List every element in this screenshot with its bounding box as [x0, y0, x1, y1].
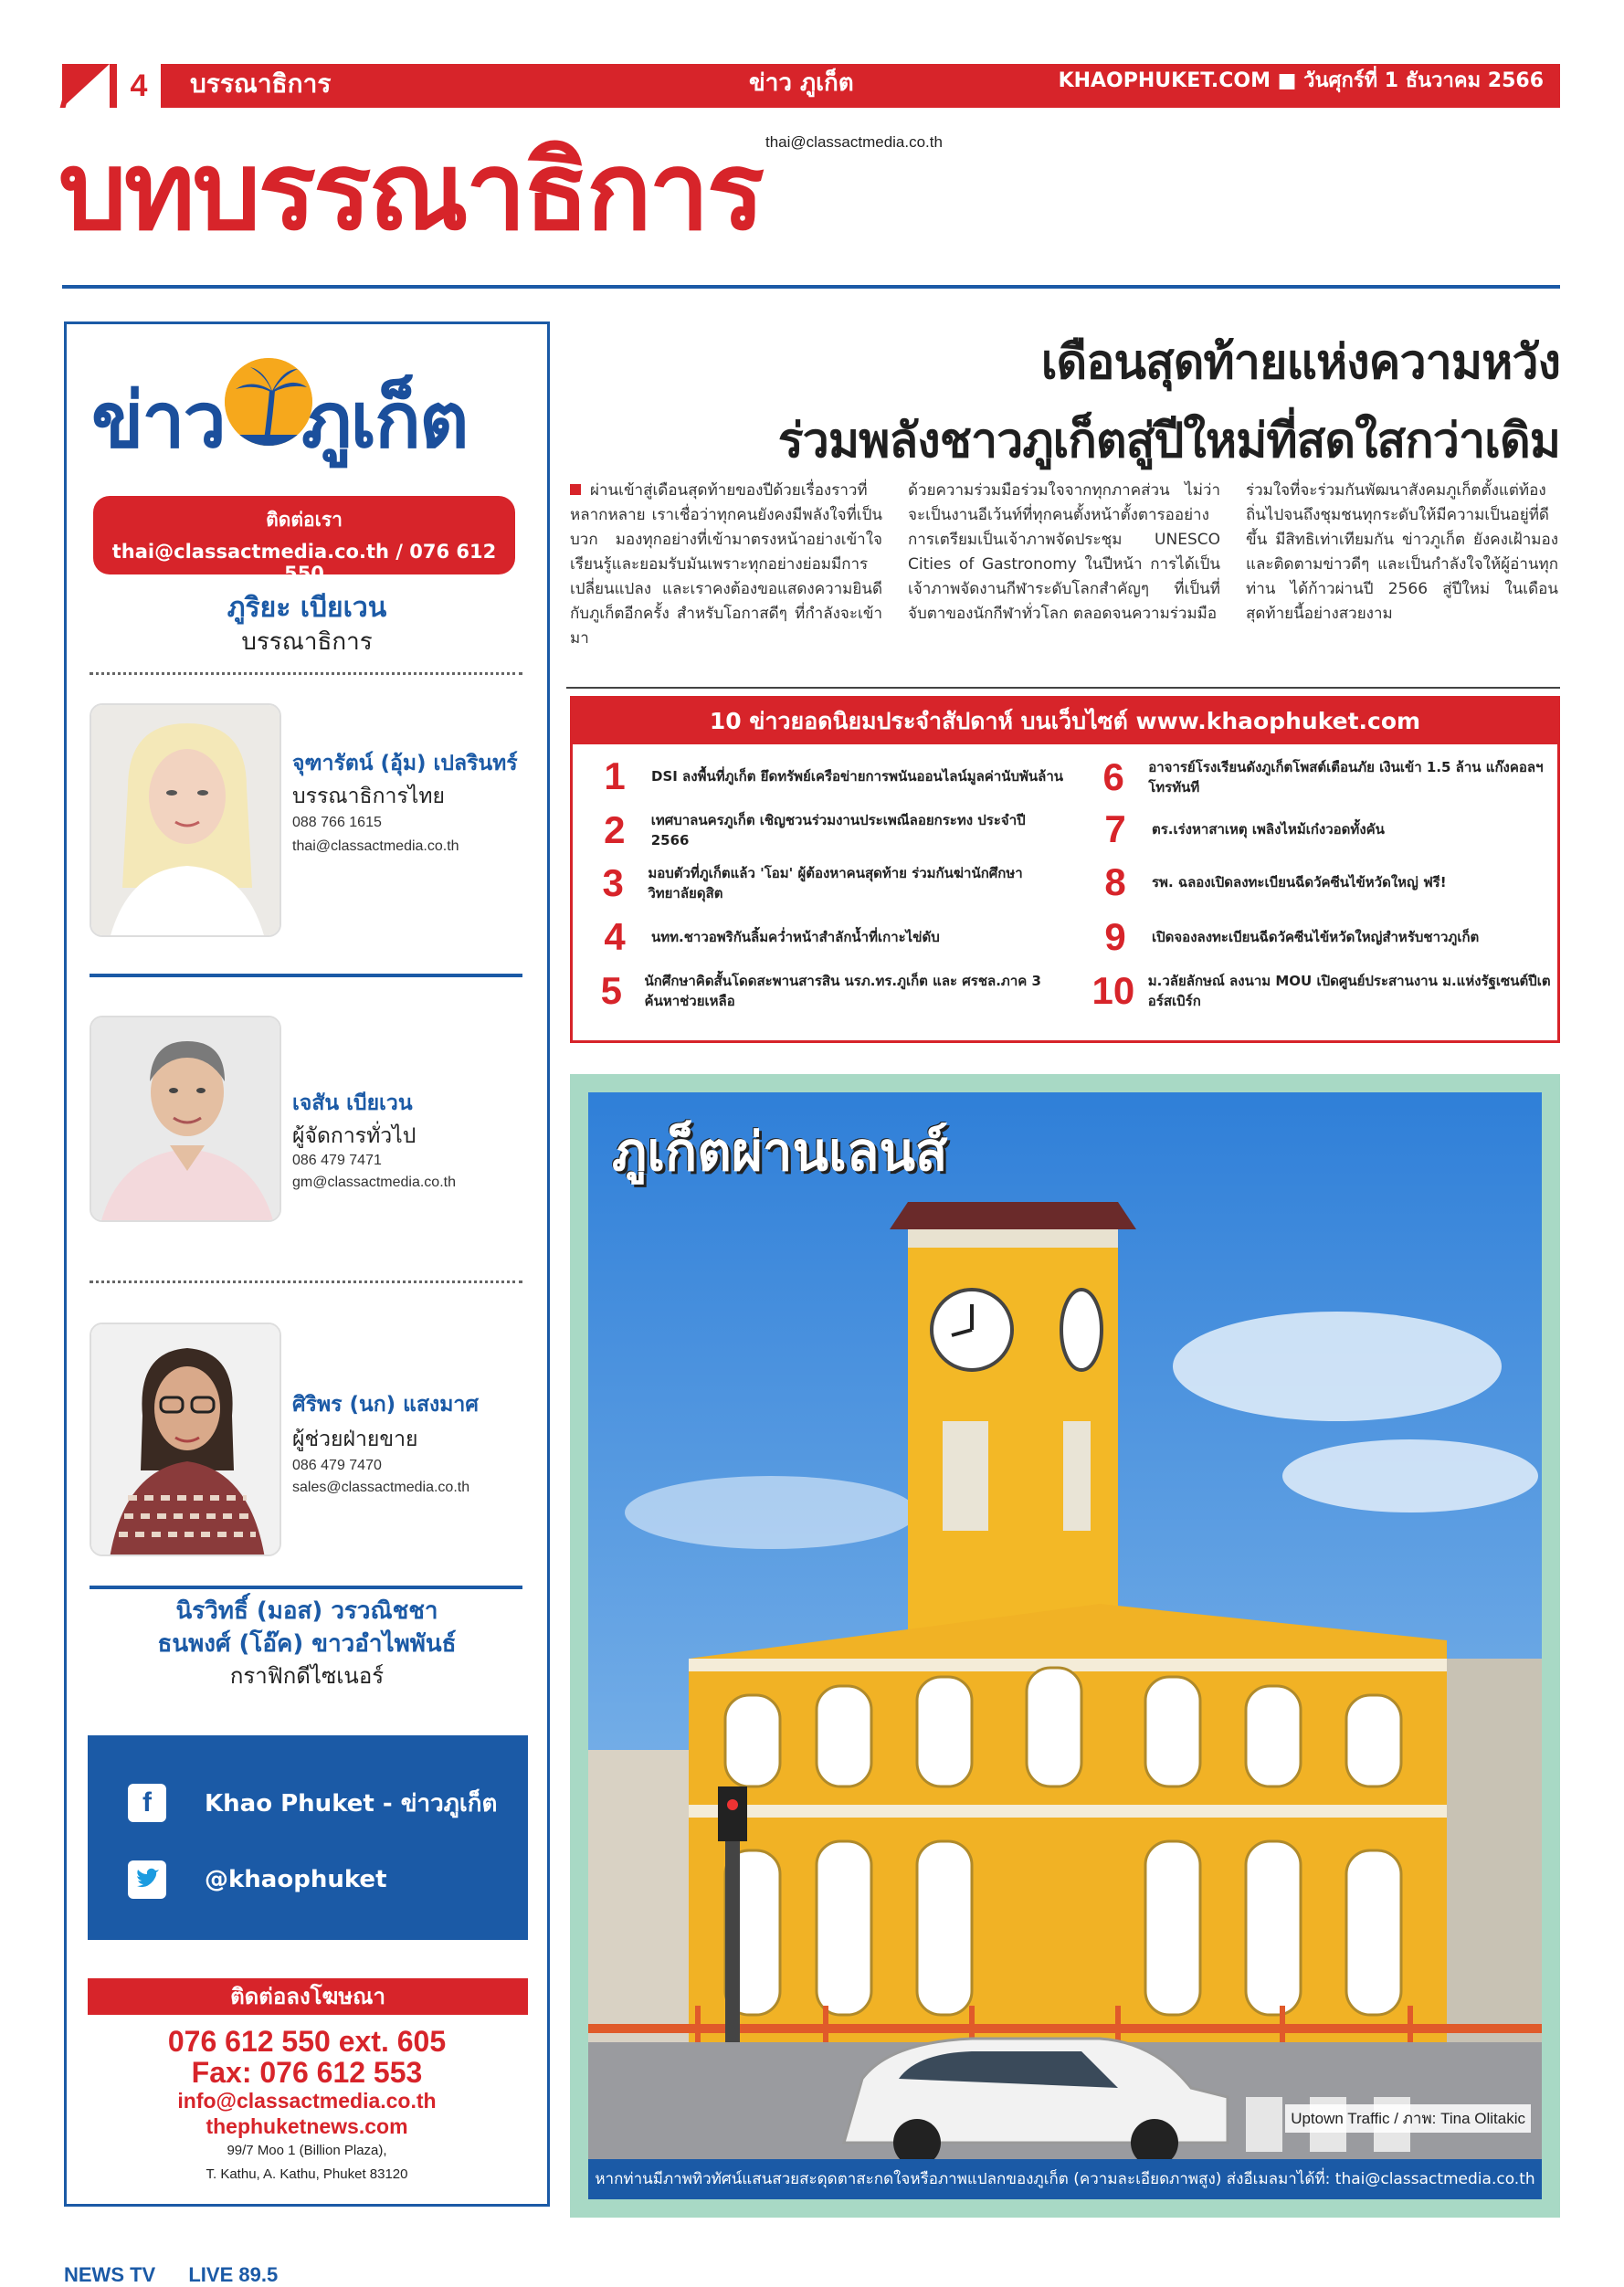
item-text: เปิดจองลงทะเบียนฉีดวัคซีนไข้หวัดใหญ่สำหรับชาวภูเก็ต	[1152, 929, 1480, 945]
photo-feature	[570, 1074, 1560, 2218]
item-number: 5	[600, 969, 622, 1012]
facebook-icon: f	[128, 1784, 166, 1822]
staff-email[interactable]: sales@classactmedia.co.th	[292, 1480, 470, 1495]
logo-left-text: ข่าว	[91, 375, 225, 465]
live-radio-logo: LIVE 89.5	[188, 2263, 279, 2286]
partner-logos	[64, 2263, 278, 2287]
item-text: อาจารย์โรงเรียนดังภูเก็ตโพสต์เตือนภัย เงินเข้า 1.5 ล้าน แก๊งคอลฯ โทรทันที	[1148, 759, 1544, 796]
staff-email[interactable]: gm@classactmedia.co.th	[292, 1175, 456, 1190]
item-number: 10	[1091, 969, 1135, 1012]
twitter-label: @khaophuket	[205, 1866, 387, 1893]
staff-phone: 086 479 7471	[292, 1153, 382, 1168]
ad-contact-block	[64, 2026, 550, 2187]
designer-role: กราฟิกดีไซเนอร์	[229, 1663, 385, 1689]
article-body	[570, 479, 1560, 651]
staff-name: ศิริพร (นก) แสงมาศ	[292, 1393, 479, 1417]
twitter-icon	[128, 1860, 166, 1899]
news-tv-logo: NEWS TV	[64, 2263, 156, 2286]
list-item[interactable]	[591, 915, 1066, 958]
list-item[interactable]	[591, 810, 1066, 850]
item-number: 9	[1104, 915, 1126, 958]
ad-contact-heading: ติดต่อลงโฆษณา	[88, 1978, 528, 2015]
divider	[90, 1586, 522, 1589]
palm-sun-logo-icon	[225, 358, 312, 446]
item-text: มอบตัวที่ภูเก็ตแล้ว 'โอม' ผู้ต้องหาคนสุดท้าย ร่วมกันฆ่านักศึกษาวิทยาลัยดุสิต	[648, 865, 1023, 901]
divider	[566, 687, 1560, 689]
designer-name: ธนพงศ์ (โอ๊ค) ขาวอำไพพันธ์	[157, 1630, 457, 1658]
divider	[90, 974, 522, 977]
ad-address-line: T. Kathu, A. Kathu, Phuket 83120	[206, 2166, 408, 2182]
item-text: นักศึกษาคิดสั้นโดดสะพานสารสิน นรภ.ทร.ภูเก็ต และ ศรชล.ภาค 3 ค้นหาช่วยเหลือ	[644, 973, 1041, 1009]
article-column: ด้วยความร่วมมือร่วมใจจากทุกภาคส่วน ไม่ว่าจะเป็นงานอีเว้นท์ที่ทุกคนตั้งหน้าตั้งตารออย่าง การเตรียมเป็นเจ้าภาพจัดประชุม UNESCO Cities of Gastronomy ในปีหน้า การได้เป็นเจ้าภาพจัดงานกีฬาระดับโลกสำคัญๆ ที่เป็นที่จับตาของนักกีฬาทั่วโลก ตลอดจนความร่วมมือ	[908, 481, 1220, 623]
bullet-icon	[570, 484, 581, 495]
item-text: เทศบาลนครภูเก็ต เชิญชวนร่วมงานประเพณีลอยกระทง ประจำปี 2566	[650, 812, 1026, 848]
staff-photo	[90, 1323, 281, 1556]
list-item[interactable]	[1091, 915, 1566, 958]
list-item[interactable]	[591, 971, 1066, 1011]
divider	[62, 285, 1560, 289]
divider	[90, 672, 522, 675]
item-number: 1	[604, 754, 626, 797]
contact-label: ติดต่อเรา	[266, 509, 343, 531]
facebook-link[interactable]	[128, 1781, 497, 1825]
photo-caption: Uptown Traffic / ภาพ: Tina Olitakic	[1285, 2104, 1531, 2133]
list-item[interactable]	[1091, 807, 1566, 850]
item-text: DSI ลงพื้นที่ภูเก็ต ยึดทรัพย์เครือข่ายการพนันออนไลน์มูลค่านับพันล้าน	[651, 768, 1064, 785]
page-number: 4	[117, 64, 161, 108]
list-item[interactable]	[591, 754, 1066, 797]
section-label: บรรณาธิการ	[190, 69, 332, 99]
staff-phone: 086 479 7470	[292, 1458, 382, 1473]
item-number: 8	[1104, 860, 1126, 903]
article-text: ผ่านเข้าสู่เดือนสุดท้ายของปีด้วยเรื่องราวที่หลากหลาย เราเชื่อว่าทุกคนยังคงมีพลังใจที่เป็นบวก มองทุกอย่างที่เข้ามาตรงหน้าอย่างเข้าใจ เรียนรู้และยอมรับมันเพราะทุกอย่างย่อมมีการเปลี่ยนแปลง และเราคงต้องขอแสดงความยินดีกับภูเก็ตอีกครั้ง สำหรับโอกาสดีๆ ที่กำลังจะเข้ามา	[570, 481, 882, 648]
list-item[interactable]	[591, 863, 1066, 903]
page-title: บทบรรณาธิการ	[58, 128, 763, 254]
staff-photo	[90, 1016, 281, 1222]
header-logo: ข่าว ภูเก็ต	[749, 69, 854, 97]
staff-name: จุฑารัตน์ (อุ้ม) เปลรินทร์	[292, 752, 518, 775]
staff-name: เจสัน เบียเวน	[292, 1091, 413, 1115]
site-date: KHAOPHUKET.COM ■ วันศุกร์ที่ 1 ธันวาคม 2566	[1058, 69, 1544, 92]
editor-role: บรรณาธิการ	[241, 628, 373, 656]
article-headline: ร่วมพลังชาวภูเก็ตสู่ปีใหม่ที่สดใสกว่าเดิม	[777, 414, 1560, 469]
contact-value[interactable]: thai@classactmedia.co.th / 076 612 550	[111, 541, 497, 585]
clock-tower-photo	[588, 1092, 1542, 2159]
photo-submission-note: หากท่านมีภาพทิวทัศน์แสนสวยสะดุดตาสะกดใจหรือภาพแปลกของภูเก็ต (ความละเอียดภาพสูง) ส่งอีเมลมาได้ที่: thai@classactmedia.co.th	[588, 2159, 1542, 2199]
staff-phone: 088 766 1615	[292, 815, 382, 830]
item-text: นทท.ชาวอพริกันลิ้มคว่ำหน้าสำลักน้ำที่เกาะไข่ดับ	[651, 929, 940, 945]
staff-email[interactable]: thai@classactmedia.co.th	[292, 838, 459, 854]
item-number: 3	[602, 861, 624, 904]
ad-phone: 076 612 550 ext. 605	[167, 2025, 447, 2058]
list-item[interactable]	[1091, 971, 1566, 1011]
designers-block	[64, 1595, 550, 1692]
ad-email[interactable]: info@classactmedia.co.th	[177, 2089, 437, 2113]
corner-logo-icon	[62, 64, 110, 108]
item-number: 6	[1102, 755, 1124, 798]
top-news-title: 10 ข่าวยอดนิยมประจำสัปดาห์ บนเว็บไซต์ www.khaophuket.com	[573, 699, 1557, 744]
item-text: ตร.เร่งหาสาเหตุ เพลิงไหม้เก๋งวอดทั้งคัน	[1152, 821, 1385, 838]
twitter-link[interactable]	[128, 1858, 387, 1902]
social-box	[88, 1735, 528, 1940]
contact-box	[93, 496, 515, 585]
list-item[interactable]	[1091, 860, 1566, 903]
staff-role: ผู้ช่วยฝ่ายขาย	[292, 1428, 418, 1451]
editor-name: ภูริยะ เบียเวน	[227, 592, 387, 624]
photo-section-title: ภูเก็ตผ่านเลนส์	[612, 1121, 948, 1183]
ad-address-line: 99/7 Moo 1 (Billion Plaza),	[227, 2143, 387, 2158]
ad-website[interactable]: thephuketnews.com	[206, 2114, 408, 2138]
ad-fax: Fax: 076 612 553	[191, 2056, 423, 2089]
item-number: 7	[1104, 807, 1126, 850]
top-news-box	[570, 696, 1560, 1043]
list-item[interactable]	[1091, 757, 1566, 797]
item-number: 4	[604, 915, 626, 958]
facebook-label: Khao Phuket - ข่าวภูเก็ต	[205, 1789, 498, 1818]
item-text: รพ. ฉลองเปิดลงทะเบียนฉีดวัคซีนไข้หวัดใหญ่ ฟรี!	[1152, 874, 1447, 891]
staff-photo	[90, 703, 281, 937]
item-number: 2	[604, 808, 626, 851]
divider	[90, 1281, 522, 1283]
masthead-email[interactable]: thai@classactmedia.co.th	[765, 133, 943, 151]
article-column	[570, 479, 882, 651]
article-column: ร่วมใจที่จะร่วมกันพัฒนาสังคมภูเก็ตตั้งแต่ท้องถิ่นไปจนถึงชุมชนทุกระดับให้มีความเป็นอยู่ที่ดีขึ้น มีสิทธิเท่าเทียมกัน ข่าวภูเก็ต ยังคงเฝ้ามองและติดตามข่าวดีๆ และเป็นกำลังใจให้ผู้อ่านทุกท่าน ได้ก้าวผ่านปี 2566 สู่ปีใหม่ ในเดือนสุดท้ายนี้อย่างสวยงาม	[1246, 481, 1558, 623]
logo-right-text: ภูเก็ต	[301, 375, 468, 465]
staff-role: ผู้จัดการทั่วไป	[292, 1124, 417, 1148]
article-headline: เดือนสุดท้ายแห่งความหวัง	[1040, 335, 1560, 390]
designer-name: นิรวิทธิ์ (มอส) วรวณิชชา	[175, 1597, 438, 1625]
staff-role: บรรณาธิการไทย	[292, 785, 445, 808]
item-text: ม.วลัยลักษณ์ ลงนาม MOU เปิดศูนย์ประสานงาน ม.แห่งรัฐเซนต์ปีเตอร์สเบิร์ก	[1147, 973, 1551, 1009]
